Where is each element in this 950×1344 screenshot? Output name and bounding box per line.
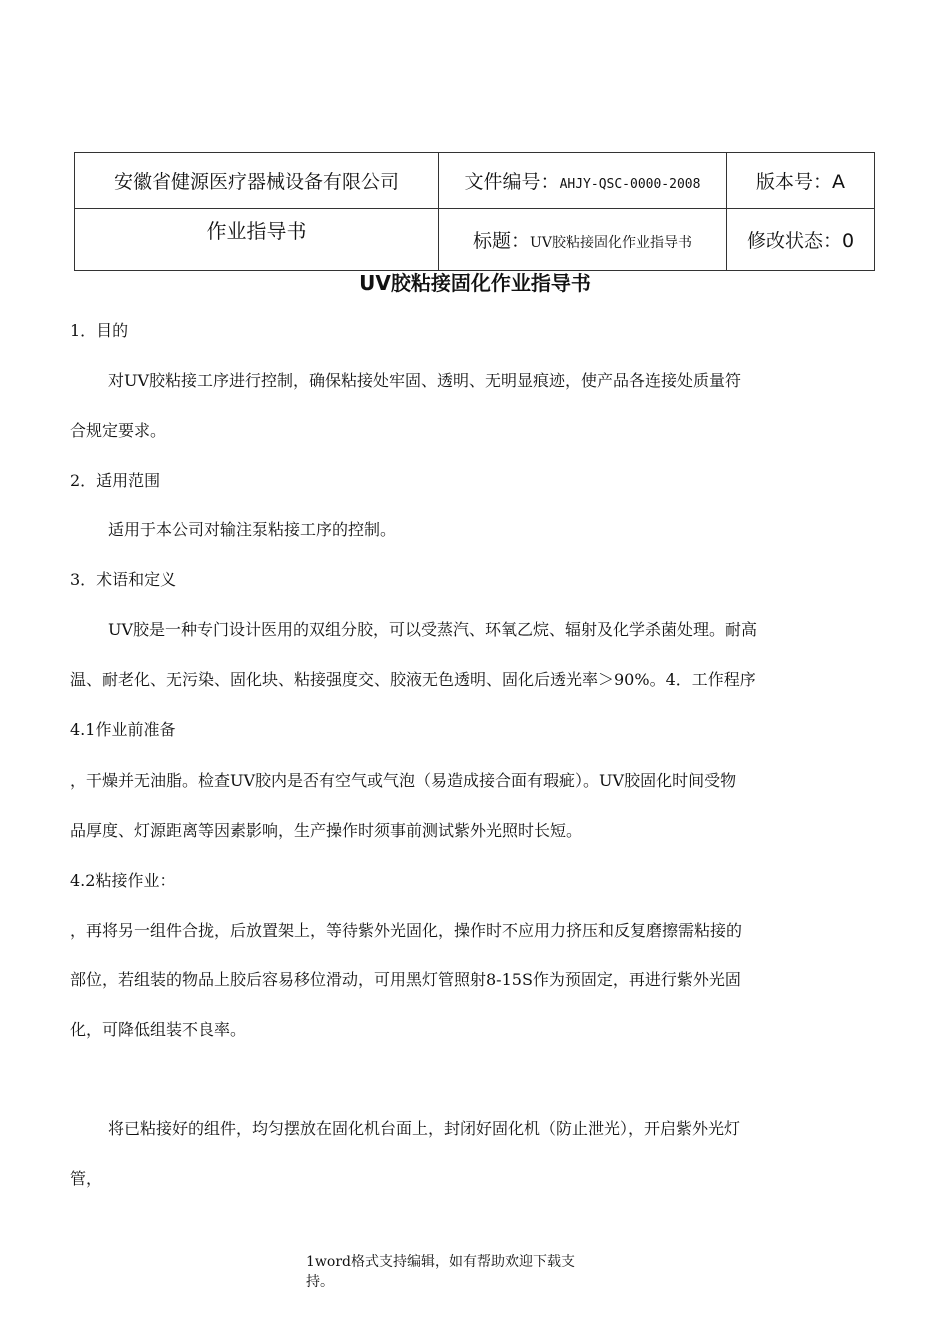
section-4-1-paragraph: ，干燥并无油脂。检查UV胶内是否有空气或气泡（易造成接合面有瑕疵）。UV胶固化时间受物 [70, 771, 737, 790]
doc-title-label: 标题： [473, 230, 531, 252]
revision-label: 修改状态：0 [746, 230, 855, 252]
section-4-3-paragraph: 将已粘接好的组件，均匀摆放在固化机台面上，封闭好固化机（防止泄光），开启紫外光灯 [108, 1119, 741, 1138]
company-name: 安徽省健源医疗器械设备有限公司 [113, 171, 399, 193]
section-3-paragraph-cont: 温、耐老化、无污染、固化块、粘接强度交、胶液无色透明、固化后透光率＞90%。4．工作程序 [70, 670, 756, 689]
company-name-cell [75, 153, 439, 209]
section-4-2-paragraph: ，再将另一组件合拢，后放置架上，等待紫外光固化，操作时不应用力挤压和反复磨擦需粘接的 [70, 921, 743, 940]
document-title: UV胶粘接固化作业指导书 [359, 271, 591, 295]
section-4-2-paragraph-end: 化，可降低组装不良率。 [70, 1020, 247, 1039]
doc-title-cell [439, 209, 727, 271]
footer-line-2: 持。 [306, 1274, 334, 1290]
doc-type-cell [75, 209, 439, 271]
version-label: 版本号：A [756, 171, 845, 193]
page-footer [306, 1252, 636, 1292]
section-1-heading: 1．目的 [70, 321, 129, 340]
doc-number-value: AHJY-QSC-0000-2008 [559, 177, 701, 192]
footer-line-1: 1word格式支持编辑，如有帮助欢迎下载支 [306, 1254, 575, 1270]
section-4-1-paragraph-cont: 品厚度、灯源距离等因素影响，生产操作时须事前测试紫外光照时长短。 [70, 821, 583, 840]
section-3-heading: 3．术语和定义 [70, 570, 177, 589]
section-2-paragraph: 适用于本公司对输注泵粘接工序的控制。 [108, 520, 397, 539]
version-cell [727, 153, 875, 209]
section-4-2-heading: 4.2粘接作业： [70, 871, 176, 890]
revision-cell [727, 209, 875, 271]
doc-number-label: 文件编号： [464, 171, 560, 193]
document-header-table [74, 152, 875, 271]
section-4-1-heading: 4.1作业前准备 [70, 720, 176, 739]
section-3-paragraph: UV胶是一种专门设计医用的双组分胶，可以受蒸汽、环氧乙烷、辐射及化学杀菌处理。耐高 [108, 620, 758, 639]
doc-type: 作业指导书 [206, 219, 307, 243]
section-1-paragraph: 对UV胶粘接工序进行控制，确保粘接处牢固、透明、无明显痕迹，使产品各连接处质量符 [108, 371, 742, 390]
section-4-3-paragraph-cont: 管， [70, 1169, 103, 1188]
section-4-2-paragraph-cont: 部位，若组装的物品上胶后容易移位滑动，可用黑灯管照射8-15S作为预固定，再进行紫外光固 [70, 970, 741, 989]
doc-number-cell [439, 153, 727, 209]
section-2-heading: 2．适用范围 [70, 471, 161, 490]
doc-title-value: UV胶粘接固化作业指导书 [530, 235, 692, 251]
section-1-paragraph-cont: 合规定要求。 [70, 421, 167, 440]
